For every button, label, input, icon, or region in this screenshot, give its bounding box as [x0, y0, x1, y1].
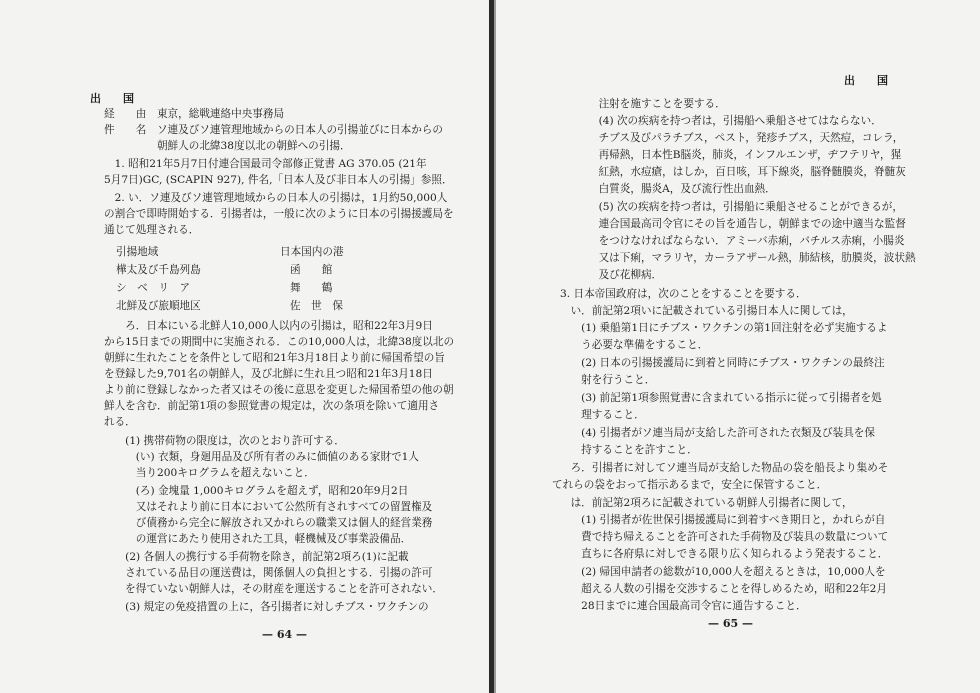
body-line: ろ．引揚者に対してソ連当局が支給した物品の袋を船長より集めそ	[560, 462, 889, 474]
paragraph-line: 通じて処理される．	[104, 224, 200, 236]
body-line: 連合国最高司令官にその旨を通告し，朝鮮までの途中適当な監督	[588, 218, 906, 230]
paragraph-line: 2. い．ソ連及びソ連管理地域からの日本人の引揚は，1月約50,000人	[104, 192, 448, 204]
left-page	[0, 0, 489, 693]
body-line: 持することを許すこと．	[560, 444, 698, 456]
body-line: 理すること．	[560, 409, 645, 421]
body-line: (1) 引揚者が佐世保引揚援護局に到着すべき期日と，かれらが自	[560, 514, 886, 526]
body-line: (2) 帰国申請者の総数が10,000人を超えるときは，10,000人を	[560, 566, 886, 578]
table-row-area: 樺太及び千島列島	[116, 264, 201, 276]
body-line: を得ていない朝鮮人は，その財産を運送することを許可されない．	[104, 583, 443, 595]
body-line: 及び花柳病．	[588, 269, 663, 281]
body-line: (3) 前記第1項参照覚書に含まれている指示に従って引揚者を処	[560, 392, 882, 404]
body-line: 超える人数の引揚を交渉することを得しめるため，昭和22年2月	[560, 583, 888, 595]
body-line: う必要な準備をすること．	[560, 339, 709, 351]
body-line: より前に登録しなかった者又はその後に意思を変更した帰国希望の他の朝	[104, 384, 454, 396]
table-row-area: シ ベ リ ア	[116, 282, 191, 294]
body-line: (3) 規定の免疫措置の上に，各引揚者に対しチブス・ワクチンの	[104, 601, 429, 613]
left-page-header: 出 国	[90, 92, 134, 105]
body-line: (2) 日本の引揚援護局に到着と同時にチブス・ワクチンの最終注	[560, 357, 885, 369]
body-line: (1) 携帯荷物の限度は，次のとおり許可する．	[104, 435, 345, 447]
body-line: 直ちに各府県に対しできる限り広く知られるよう発表すること．	[560, 548, 889, 560]
body-line: (ろ) 金塊量 1,000キログラムを超えず，昭和20年9月2日	[104, 485, 409, 497]
subject-meta-line: 朝鮮人の北緯38度以北の朝鮮への引揚．	[104, 140, 351, 152]
body-line: 3. 日本帝国政府は，次のことをすることを要する．	[560, 288, 807, 300]
body-line: 28日までに連合国最高司令官に通告すること．	[560, 600, 807, 612]
body-line: 又はそれより前に日本において公然所有されすべての留置権及	[104, 501, 433, 513]
body-line: 白質炎，腸炎A，及び流行性出血熱．	[588, 183, 776, 195]
body-line: 当り200キログラムを超えないこと．	[104, 467, 315, 479]
table-header-area: 引揚地域	[116, 246, 159, 258]
table-row-area: 北鮮及び旅順地区	[116, 300, 201, 312]
body-line: れる．	[104, 416, 136, 428]
body-line: ろ．日本にいる北鮮人10,000人以内の引揚は，昭和22年3月9日	[104, 320, 433, 332]
paragraph-line: の割合で即時開始する．引揚者は，一般に次のように日本の引揚援護局を	[104, 208, 454, 220]
body-line: (1) 乗船第1日にチブス・ワクチンの第1回注射を必ず実施するよ	[560, 322, 888, 334]
paragraph-line: 5月7日)GC, (SCAPIN 927), 件名,「日本人及び非日本人の引揚」参照．	[104, 174, 453, 186]
body-line: (い) 衣類，身廻用品及び所有者のみに価値のある家財で1人	[104, 451, 419, 463]
table-header-port: 日本国内の港	[280, 246, 344, 258]
body-line: 費で持ち帰えることを許可された手荷物及び装具の数量について	[560, 531, 889, 543]
body-line: を登録した9,701名の朝鮮人，及び北鮮に生れ且つ昭和21年3月18日	[104, 368, 433, 380]
body-line: をつけなければならない．アミーバ赤痢，バチルス赤痢，小腸炎	[588, 235, 905, 247]
body-line: 鮮人を含む．前記第1項の参照覚書の規定は，次の条項を除いて適用さ	[104, 400, 440, 412]
body-line: 紅熱，水痘瘡，はしか，百日咳，耳下線炎，脳脊髄膜炎，脊髄灰	[588, 166, 906, 178]
subject-meta-line: 件 名 ソ連及びソ連管理地域からの日本人の引揚並びに日本からの	[104, 124, 443, 136]
body-line: (5) 次の疾病を持つ者は，引揚船に乗船させることができるが，	[588, 201, 903, 213]
body-line: 射を行うこと．	[560, 374, 656, 386]
table-row-port: 函 館	[290, 264, 333, 276]
body-line: び債務から完全に解放され又かれらの職業又は個人的経営業務	[104, 517, 433, 529]
body-line: (2) 各個人の携行する手荷物を除き，前記第2項ろ(1)に記載	[104, 551, 409, 563]
right-page	[496, 0, 980, 693]
page-number: — 65 —	[708, 617, 753, 630]
body-line: の運営にあたり使用された工具，軽機械及び事業設備品．	[104, 533, 412, 545]
body-line: (4) 引揚者がソ連当局が支給した許可された衣類及び装具を保	[560, 427, 875, 439]
table-row-port: 佐 世 保	[290, 300, 343, 312]
body-line: てれらの袋をおって指示あるまで，安全に保管すること．	[552, 479, 828, 491]
right-page-header: 出 国	[844, 74, 888, 87]
body-line: (4) 次の疾病を持つ者は，引揚船へ乗船させてはならない．	[588, 115, 882, 127]
body-line: 再帰熱，日本性B脳炎，肺炎，インフルエンザ，ヂフテリヤ，猩	[588, 149, 902, 161]
body-line: 注射を施すことを要する．	[588, 98, 726, 110]
body-line: から15日までの期間中に実施される．この10,000人は，北緯38度以北の	[104, 336, 455, 348]
body-line: されている品目の運送費は，関係個人の負担とする．引揚の許可	[104, 567, 433, 579]
body-line: チブス及びパラチブス，ペスト，発疹チブス，天然痘，コレラ，	[588, 132, 904, 144]
body-line: い．前記第2項いに記載されている引揚日本人に関しては，	[560, 305, 853, 317]
page-number: — 64 —	[262, 628, 307, 641]
paragraph-line: 1. 昭和21年5月7日付連合国最司令部修正覚書 AG 370.05 (21年	[104, 158, 427, 170]
body-line: は．前記第2項ろに記載されている朝鮮人引揚者に関して，	[560, 497, 853, 509]
subject-meta-line: 経 由 東京，総戦連絡中央事務局	[104, 108, 285, 120]
body-line: 又は下痢，マラリヤ，カーラアザール熱，肺結核，肋膜炎，波状熱	[588, 252, 916, 264]
body-line: 朝鮮に生れたことを条件として昭和21年3月18日より前に帰国希望の旨	[104, 352, 445, 364]
table-row-port: 舞 鶴	[290, 282, 333, 294]
